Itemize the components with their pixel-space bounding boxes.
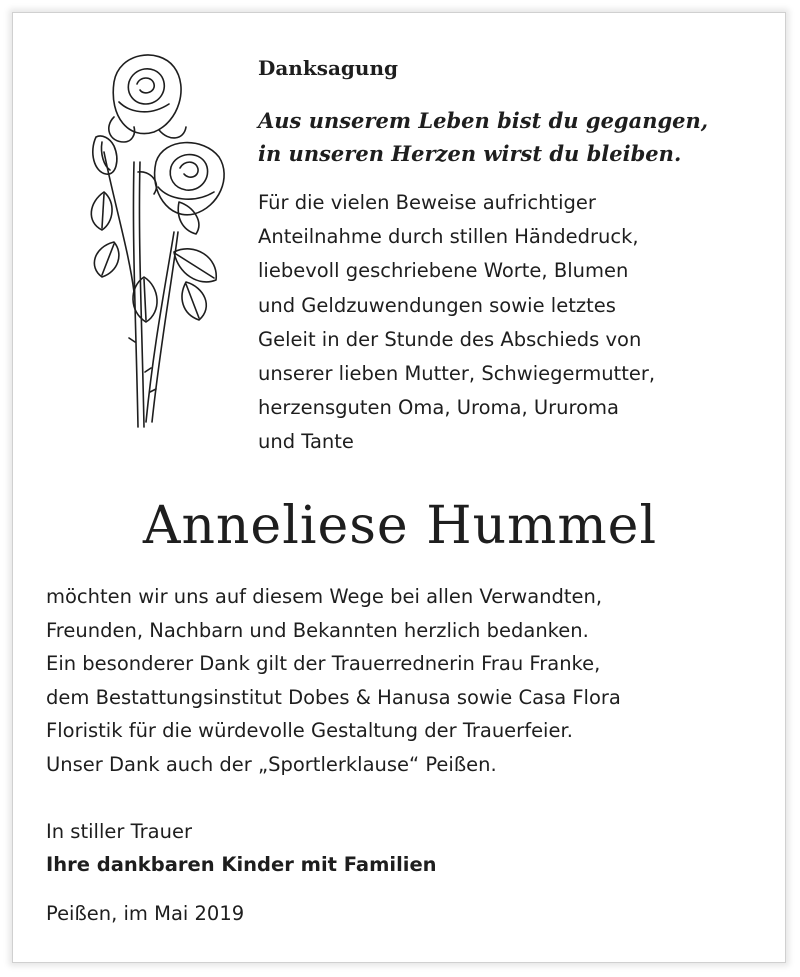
thanks-paragraph (46, 580, 776, 781)
intro-line: herzensguten Oma, Uroma, Ururoma (258, 396, 619, 420)
notice-heading: Danksagung (258, 56, 398, 80)
thanks-line: Freunden, Nachbarn und Bekannten herzlich bedanken. (46, 618, 589, 642)
thanks-line: Unser Dank auch der „Sportlerklause“ Peißen. (46, 752, 497, 776)
motto-line: in unseren Herzen wirst du bleiben. (258, 141, 682, 166)
intro-paragraph (258, 186, 778, 460)
signers: Ihre dankbaren Kinder mit Familien (46, 853, 437, 876)
intro-line: Anteilnahme durch stillen Händedruck, (258, 225, 639, 249)
thanks-line: dem Bestattungsinstitut Dobes & Hanusa sowie Casa Flora (46, 685, 621, 709)
closing-phrase: In stiller Trauer (46, 820, 192, 843)
rose-illustration-icon (74, 42, 234, 440)
motto-line: Aus unserem Leben bist du gegangen, (258, 108, 709, 133)
intro-line: und Tante (258, 430, 354, 454)
intro-line: Für die vielen Beweise aufrichtiger (258, 191, 596, 214)
deceased-name: Anneliese Hummel (142, 496, 658, 556)
thanks-line: möchten wir uns auf diesem Wege bei allen Verwandten, (46, 585, 603, 608)
intro-line: liebevoll geschriebene Worte, Blumen (258, 259, 629, 283)
thanks-line: Ein besonderer Dank gilt der Trauerrednerin Frau Franke, (46, 652, 601, 675)
place-date: Peißen, im Mai 2019 (46, 902, 245, 925)
intro-line: Geleit in der Stunde des Abschieds von (258, 327, 642, 351)
intro-line: unserer lieben Mutter, Schwiegermutter, (258, 362, 656, 386)
memorial-motto (258, 104, 778, 170)
thanks-line: Floristik für die würdevolle Gestaltung der Trauerfeier. (46, 719, 573, 742)
intro-line: und Geldzuwendungen sowie letztes (258, 293, 616, 317)
